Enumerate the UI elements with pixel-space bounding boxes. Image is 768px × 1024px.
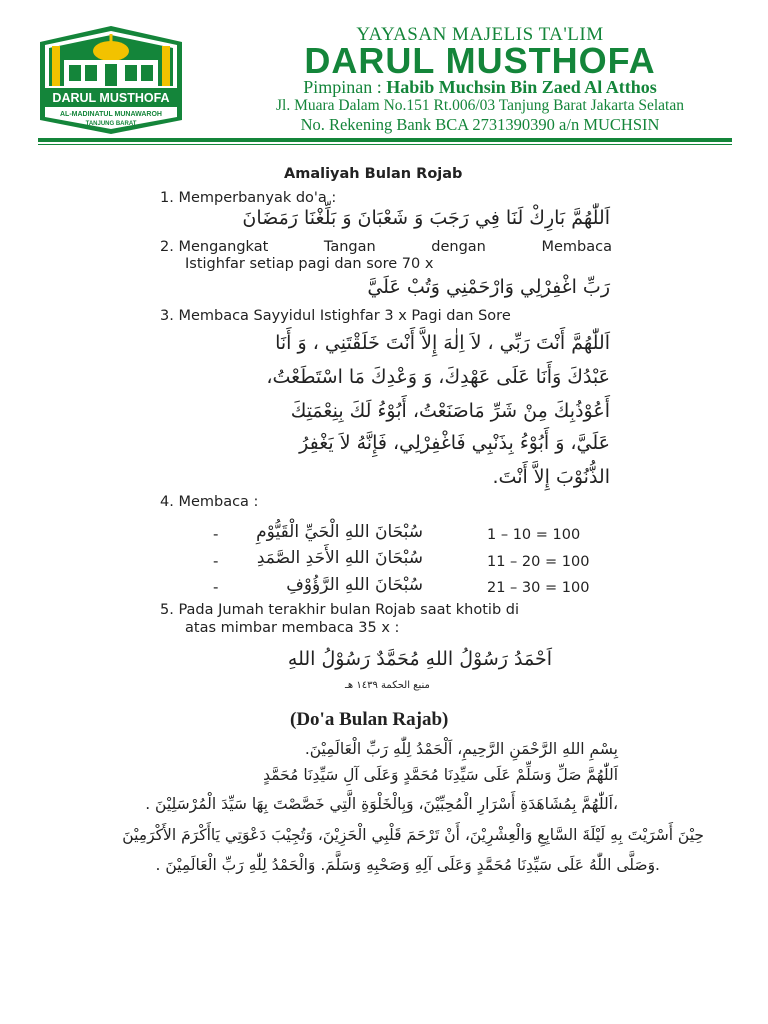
item-2-word: 2. Mengangkat	[160, 239, 269, 255]
svg-text:AL-MADINATUL MUNAWAROH: AL-MADINATUL MUNAWAROH	[59, 111, 163, 118]
svg-text:TANJUNG BARAT: TANJUNG BARAT	[85, 121, 137, 127]
leader-name: Habib Muchsin Bin Zaed Al Atthos	[386, 77, 657, 97]
doa-line: حِيْنَ أَسْرَيْتَ بِهِ لَيْلَةَ السَّابِعِ وَالْعِشْرِيْنَ، أَنْ تَرْحَمَ قَلْبِي الْحَزِيْنَ، وَتُجِيْبَ دَعْوَتِي يَاأَكْرَمَ الأَكْرَمِيْنَ	[122, 826, 704, 844]
tasbih-count: 1 – 10 = 100	[487, 527, 581, 543]
org-bank-account: No. Rekening Bank BCA 2731390390 a/n MUCHSIN	[300, 115, 660, 134]
item-2-arabic: رَبِّ اغْفِرْلِي وَارْحَمْنِي وَتُبْ عَلَيَّ	[367, 276, 610, 298]
item-3-arabic-line: أَعُوْذُبِكَ مِنْ شَرِّ مَاصَنَعْتُ، أَبُوْءُ لَكَ بِنِعْمَتِكَ	[290, 400, 610, 422]
tasbih-arabic: سُبْحَانَ اللهِ الرَّؤُوْفِ	[286, 575, 423, 595]
doa-line: ،اَللّٰهُمَّ بِمُشَاهَدَةِ أَسْرَارِ الْمُحِبِّيْنَ، وَبِالْخَلْوَةِ الَّتِي خَصَّصْتَ بِهَا سَيِّدَ الْمُرْسَلِيْنَ .	[145, 795, 618, 813]
item-3-arabic-line: عَبْدُكَ وَأَنَا عَلَى عَهْدِكَ، وَ وَعْدِكَ مَا اسْتَطَعْتُ،	[266, 366, 610, 388]
header-divider-thin	[38, 144, 732, 145]
item-1-arabic: اَللّٰهُمَّ بَارِكْ لَنَا فِي رَجَبَ وَ شَعْبَانَ وَ بَلِّغْنَا رَمَضَانَ	[242, 207, 610, 229]
item-2-line-2: Istighfar setiap pagi dan sore 70 x	[185, 256, 434, 272]
item-5-line-1: 5. Pada Jumah terakhir bulan Rojab saat khotib di	[160, 602, 520, 618]
item-3-arabic-line: الذُّنُوْبَ إِلاَّ أَنْتَ.	[492, 466, 610, 488]
header-divider-thick	[38, 138, 732, 142]
item-3-text: 3. Membaca Sayyidul Istighfar 3 x Pagi dan Sore	[160, 308, 511, 324]
doa-title: (Do'a Bulan Rajab)	[290, 709, 449, 730]
org-subtitle: YAYASAN MAJELIS TA'LIM	[356, 24, 604, 45]
item-1-text: 1. Memperbanyak do'a :	[160, 190, 337, 206]
item-2-line-1	[160, 239, 612, 255]
doa-line: بِسْمِ اللهِ الرَّحْمَنِ الرَّحِيمِ، اَلْحَمْدُ لِلّٰهِ رَبِّ الْعَالَمِيْنَ.	[304, 740, 618, 758]
tasbih-arabic: سُبْحَانَ اللهِ الْحَيِّ الْقَيُّوْمِ	[256, 522, 423, 542]
item-4-text: 4. Membaca :	[160, 494, 259, 510]
tasbih-count: 11 – 20 = 100	[487, 554, 590, 570]
doa-line: اَللّٰهُمَّ صَلِّ وَسَلِّمْ عَلَى سَيِّدِنَا مُحَمَّدٍ وَعَلَى آلِ سَيِّدِنَا مُحَمَّدٍ	[263, 766, 618, 784]
item-2-word: Tangan	[323, 239, 376, 255]
bullet-marker: -	[213, 578, 219, 596]
doa-line: .وَصَلَّى اللّٰهُ عَلَى سَيِّدِنَا مُحَمَّدٍ وَعَلَى آلِهِ وَصَحْبِهِ وَسَلَّمَ. وَالْحَمْدُ لِلّٰهِ رَبِّ الْعَالَمِيْنَ .	[155, 856, 660, 874]
svg-text:DARUL MUSTHOFA: DARUL MUSTHOFA	[52, 91, 170, 105]
item-5-line-2: atas mimbar membaca 35 x :	[185, 620, 400, 636]
bullet-marker: -	[213, 525, 219, 543]
source-note: منبع الحكمة ١٤٣٩ هـ	[345, 680, 430, 691]
tasbih-count: 21 – 30 = 100	[487, 580, 590, 596]
item-5-arabic: اَحْمَدُ رَسُوْلُ اللهِ مُحَمَّدٌ رَسُوْلُ اللهِ	[287, 648, 552, 670]
leader-prefix: Pimpinan :	[303, 77, 387, 97]
page-title: Amaliyah Bulan Rojab	[284, 166, 463, 182]
darul-musthofa-logo	[36, 24, 186, 136]
org-name: DARUL MUSTHOFA	[304, 40, 656, 81]
item-3-arabic-line: عَلَيَّ، وَ أَبُوْءُ بِذَنْبِي فَاغْفِرْلِي، فَإِنَّهُ لاَ يَغْفِرُ	[299, 432, 610, 454]
org-leader	[200, 77, 760, 98]
bullet-marker: -	[213, 552, 219, 570]
item-2-word: Membaca	[541, 239, 612, 255]
item-3-arabic-line: اَللّٰهُمَّ أَنْتَ رَبِّي ، لاَ اِلٰهَ إِلاَّ أَنْتَ خَلَقْتَنِي ، وَ أَنَا	[275, 332, 610, 354]
item-2-word: dengan	[431, 239, 486, 255]
org-address: Jl. Muara Dalam No.151 Rt.006/03 Tanjung Barat Jakarta Selatan	[276, 97, 684, 114]
tasbih-arabic: سُبْحَانَ اللهِ الأَحَدِ الصَّمَدِ	[256, 548, 423, 568]
